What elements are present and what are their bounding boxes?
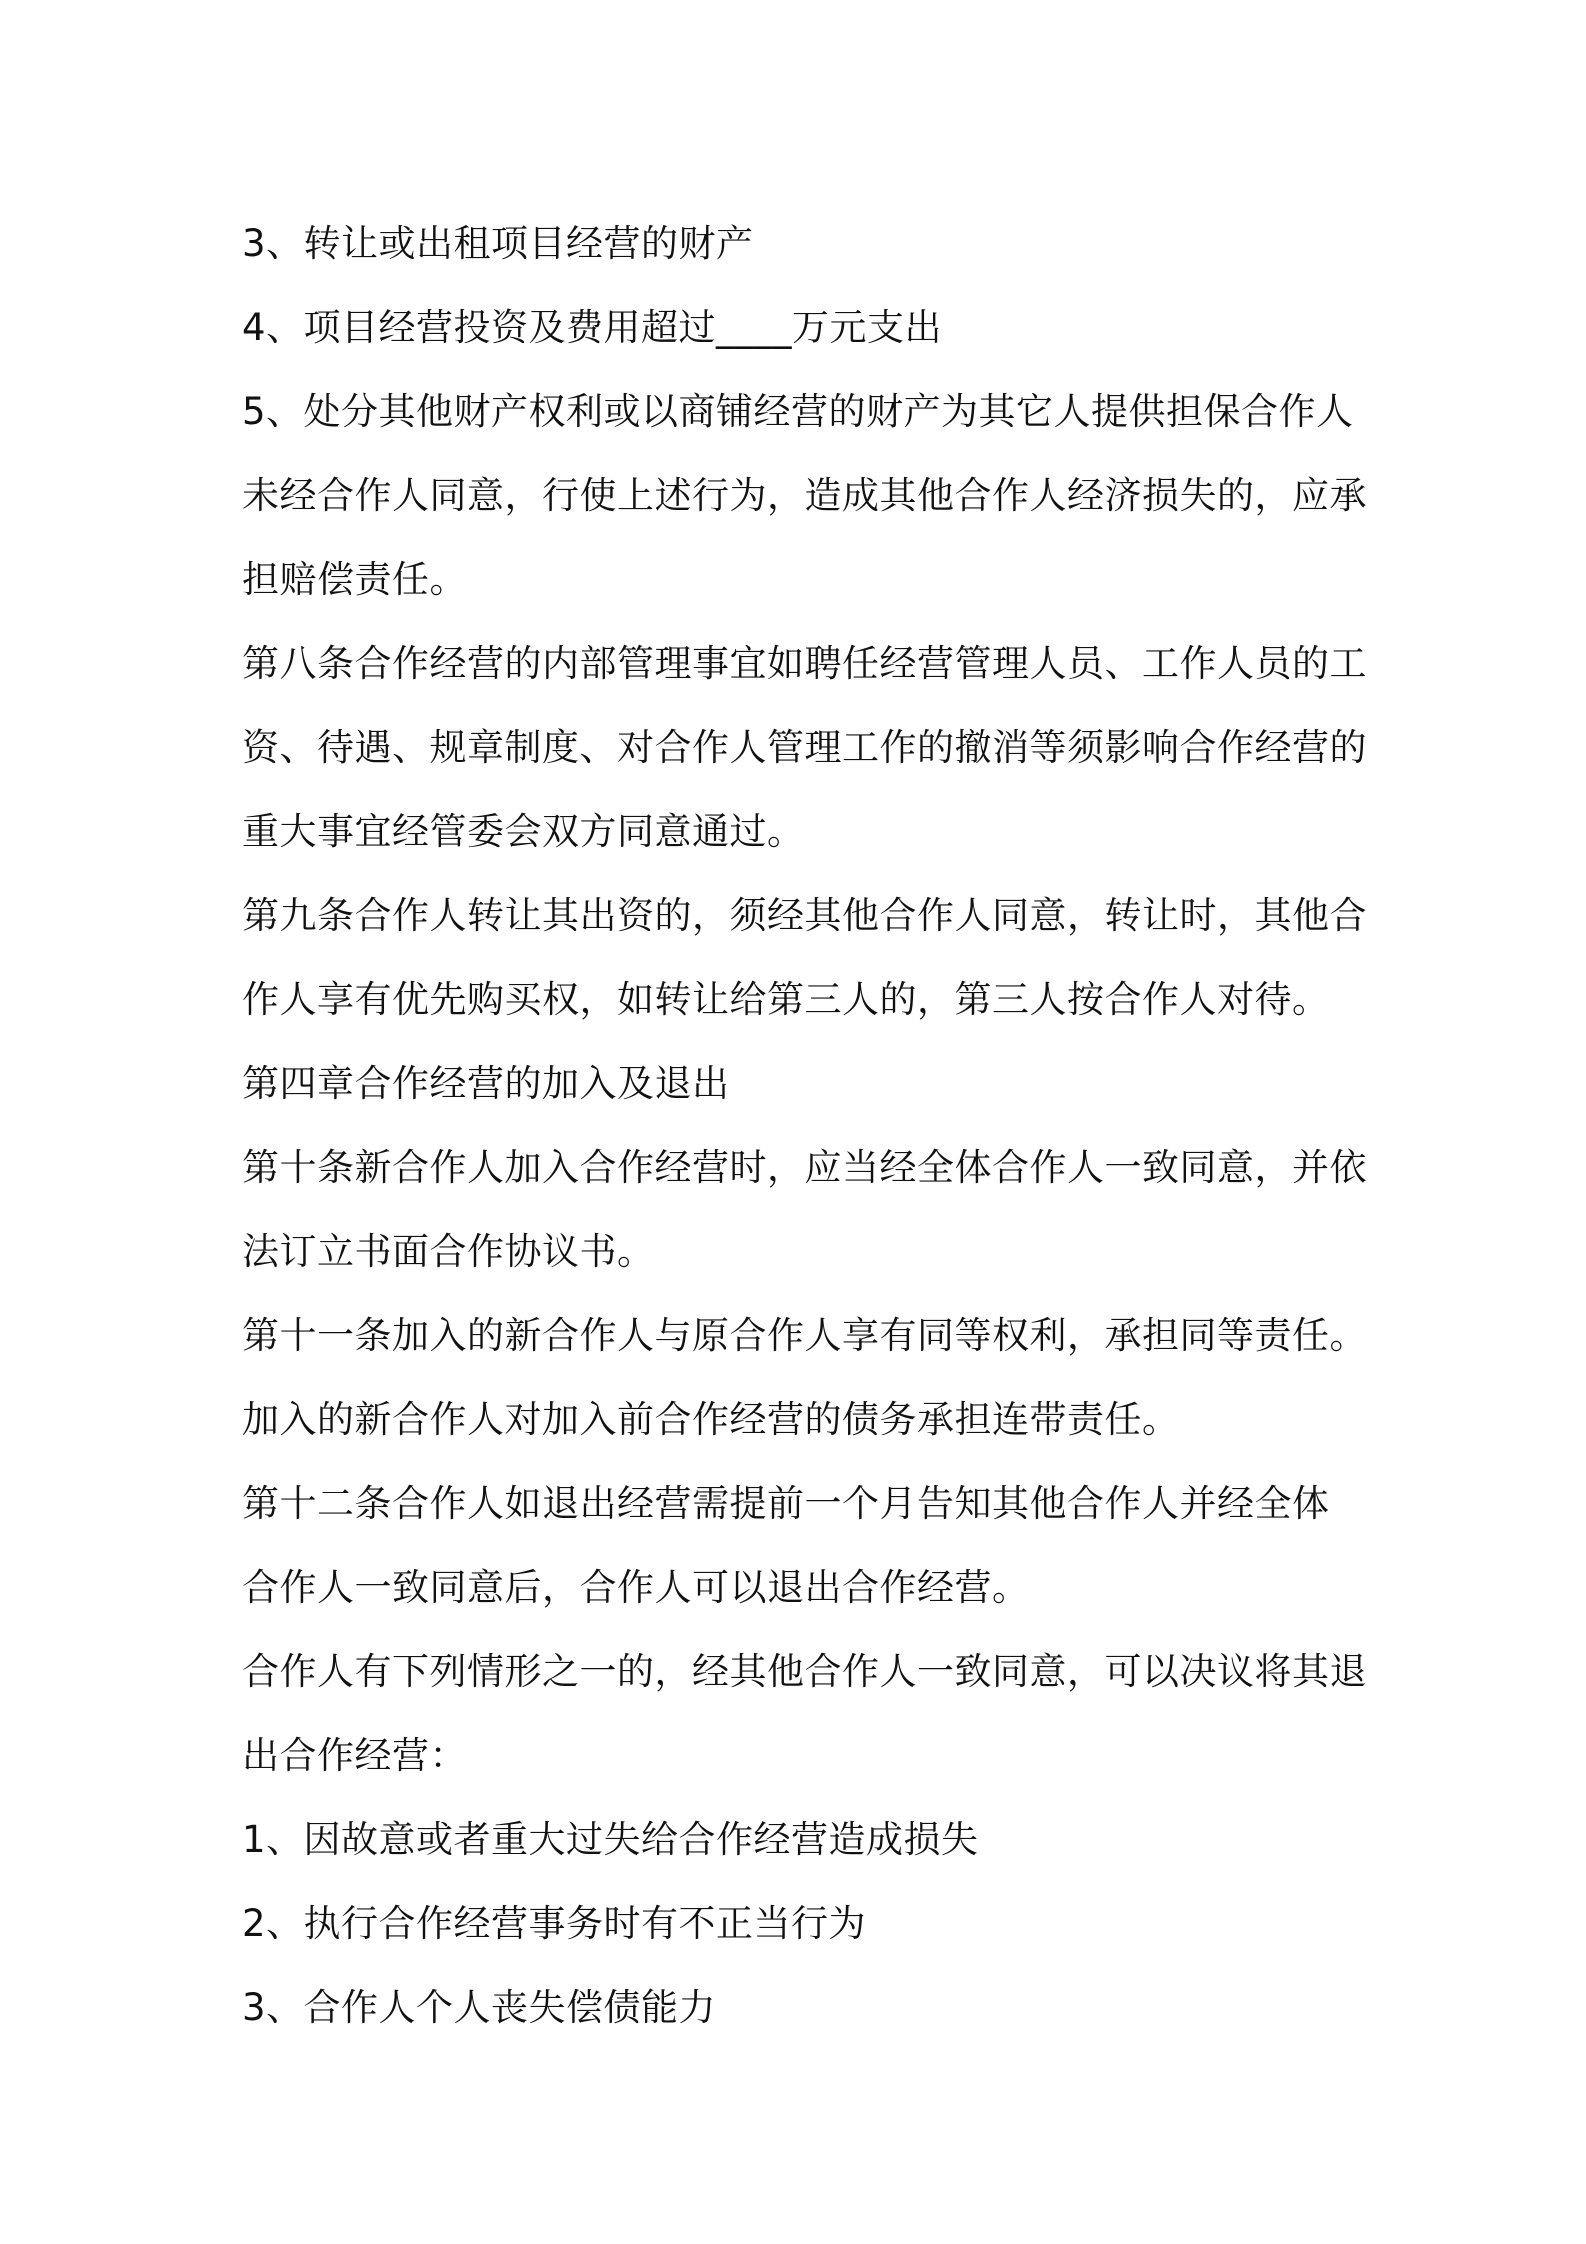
text-line: 第八条合作经营的内部管理事宜如聘任经营管理人员、工作人员的工 — [242, 642, 1367, 685]
text-line: 法订立书面合作协议书。 — [242, 1230, 655, 1273]
text-line: 第十二条合作人如退出经营需提前一个月告知其他合作人并经全体 — [242, 1482, 1330, 1525]
text-line: 3、转让或出租项目经营的财产 — [242, 222, 754, 265]
text-line: 5、处分其他财产权利或以商铺经营的财产为其它人提供担保合作人 — [242, 390, 1354, 433]
text-line: 出合作经营： — [242, 1734, 467, 1777]
chapter-heading: 第四章合作经营的加入及退出 — [242, 1062, 730, 1105]
text-line: 担赔偿责任。 — [242, 558, 467, 601]
text-line: 2、执行合作经营事务时有不正当行为 — [242, 1902, 867, 1945]
text-line: 1、因故意或者重大过失给合作经营造成损失 — [242, 1818, 979, 1861]
document-body — [242, 202, 1372, 2050]
text-line: 第十一条加入的新合作人与原合作人享有同等权利，承担同等责任。 — [242, 1314, 1367, 1357]
text-line: 重大事宜经管委会双方同意通过。 — [242, 810, 805, 853]
text-line: 作人享有优先购买权，如转让给第三人的，第三人按合作人对待。 — [242, 978, 1330, 1021]
text-line: 第十条新合作人加入合作经营时，应当经全体合作人一致同意，并依 — [242, 1146, 1367, 1189]
text-line: 第九条合作人转让其出资的，须经其他合作人同意，转让时，其他合 — [242, 894, 1367, 937]
text-line: 资、待遇、规章制度、对合作人管理工作的撤消等须影响合作经营的 — [242, 726, 1367, 769]
text-line: 3、合作人个人丧失偿债能力 — [242, 1986, 717, 2029]
text-line: 加入的新合作人对加入前合作经营的债务承担连带责任。 — [242, 1398, 1180, 1441]
text-line: 合作人一致同意后，合作人可以退出合作经营。 — [242, 1566, 1030, 1609]
text-line: 合作人有下列情形之一的，经其他合作人一致同意，可以决议将其退 — [242, 1650, 1367, 1693]
text-line: 4、项目经营投资及费用超过____万元支出 — [242, 306, 943, 349]
text-line: 未经合作人同意，行使上述行为，造成其他合作人经济损失的，应承 — [242, 474, 1367, 517]
